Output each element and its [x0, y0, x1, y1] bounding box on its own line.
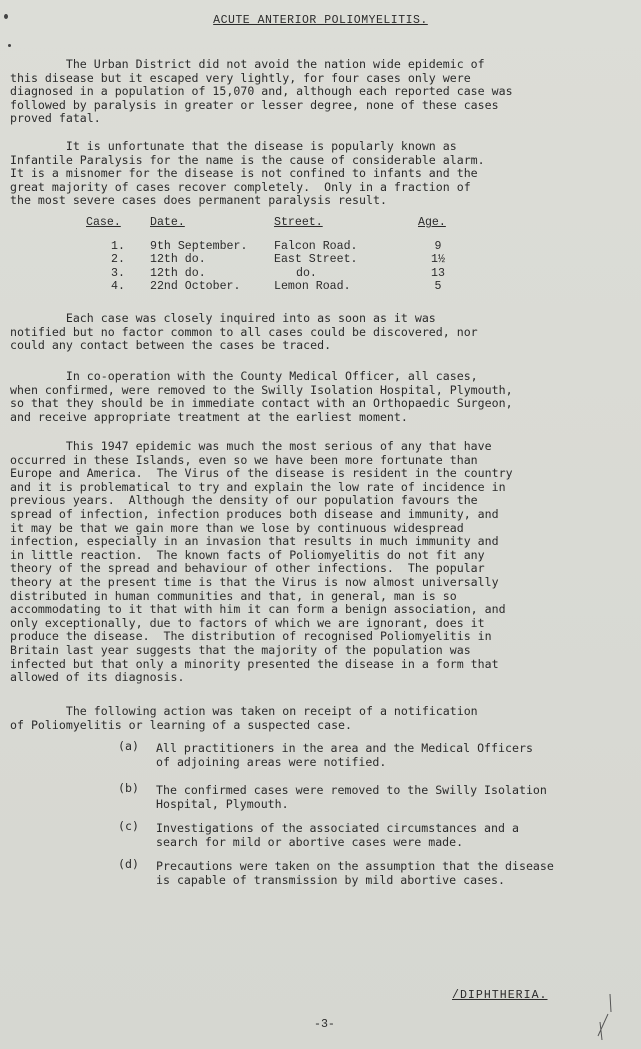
- paragraph-cooperation: In co-operation with the County Medical Officer, all cases, when confirmed, were removed to the Swilly Isolation Hospital, Plymouth, so that they should be in immediate contact with an Orthopaedic Surgeon, and receive appropriate treatment at the earliest moment.: [10, 369, 513, 424]
- pen-mark-icon: [594, 992, 614, 1042]
- header-age: Age.: [418, 216, 446, 229]
- header-case: Case.: [86, 216, 121, 229]
- header-date: Date.: [150, 216, 185, 229]
- case-street: do.: [296, 266, 317, 280]
- cases-table: [86, 216, 458, 294]
- header-street: Street.: [274, 216, 323, 229]
- table-row: [86, 240, 458, 254]
- paragraph-epidemic: This 1947 epidemic was much the most serious of any that have occurred in these Islands, even so we have been more fortunate than Europe and America. The Virus of the disease is resident in the country and it is problematical to try and explain the low rate of incidence in previous years. Although the density of our population favours the spread of infection, infection produces both disease and immunity, and it may be that we gain more than we lose by continuous widespread infection, especially in an invasion that results in much immunity and in little reaction. The known facts of Poliomyelitis do not fit any theory of the spread and behaviour of other infections. The popular theory at the present time is that the Virus is now almost universally distributed in human communities and that, in general, man is so accommodating to it that with him it can form a benign association, and only exceptionally, due to factors of which we are ignorant, does it produce the disease. The distribution of recognised Poliomyelitis in Britain last year suggests that the majority of the population was infected but that only a minority presented the disease in a form that allowed of its diagnosis.: [10, 439, 513, 685]
- table-row: [86, 253, 458, 267]
- case-number: 4.: [111, 280, 125, 294]
- paragraph-action-intro: The following action was taken on receipt of a notification of Poliomyelitis or learning of a suspected case.: [10, 704, 478, 732]
- paragraph-inquiry: Each case was closely inquired into as soon as it was notified but no factor common to all cases could be discovered, nor could any contact between the cases be traced.: [10, 311, 478, 353]
- case-date: 12th do.: [150, 253, 206, 267]
- case-date: 22nd October.: [150, 280, 241, 294]
- action-text: Precautions were taken on the assumption that the disease is capable of transmission by mild abortive cases.: [156, 859, 554, 887]
- cases-table-header: [86, 216, 458, 240]
- paragraph-incidence: The Urban District did not avoid the nation wide epidemic of this disease but it escaped very lightly, for four cases only were diagnosed in a population of 15,070 and, although each reported case was followed by paralysis in greater or lesser degree, none of these cases proved fatal.: [10, 57, 513, 126]
- next-section-catchword: /DIPHTHERIA.: [452, 989, 548, 1002]
- action-label: (c): [118, 819, 139, 833]
- page-number: -3-: [314, 1018, 335, 1031]
- case-age: 13: [431, 266, 445, 280]
- case-street: East Street.: [274, 253, 358, 267]
- case-street: Lemon Road.: [274, 280, 351, 294]
- table-row: [86, 267, 458, 281]
- table-row: [86, 280, 458, 294]
- action-label: (b): [118, 781, 139, 795]
- paragraph-misnomer: It is unfortunate that the disease is popularly known as Infantile Paralysis for the name is the cause of considerable alarm. It is a misnomer for the disease is not confined to infants and the great majority of cases recover completely. Only in a fraction of the most severe cases does permanent paralysis result.: [10, 139, 485, 208]
- action-label: (d): [118, 857, 139, 871]
- punch-mark-bottom: [8, 44, 11, 47]
- section-heading: ACUTE ANTERIOR POLIOMYELITIS.: [213, 14, 428, 27]
- action-text: Investigations of the associated circumstances and a search for mild or abortive cases were made.: [156, 821, 519, 849]
- case-number: 2.: [111, 253, 125, 267]
- case-number: 3.: [111, 266, 125, 280]
- case-age: 9: [434, 239, 442, 253]
- case-age: 5: [434, 280, 442, 294]
- case-date: 9th September.: [150, 239, 248, 253]
- action-label: (a): [118, 739, 139, 753]
- action-text: The confirmed cases were removed to the Swilly Isolation Hospital, Plymouth.: [156, 783, 547, 811]
- case-number: 1.: [111, 239, 125, 253]
- action-text: All practitioners in the area and the Medical Officers of adjoining areas were notified.: [156, 741, 533, 769]
- case-date: 12th do.: [150, 266, 206, 280]
- case-street: Falcon Road.: [274, 239, 358, 253]
- case-age: 1½: [431, 253, 445, 267]
